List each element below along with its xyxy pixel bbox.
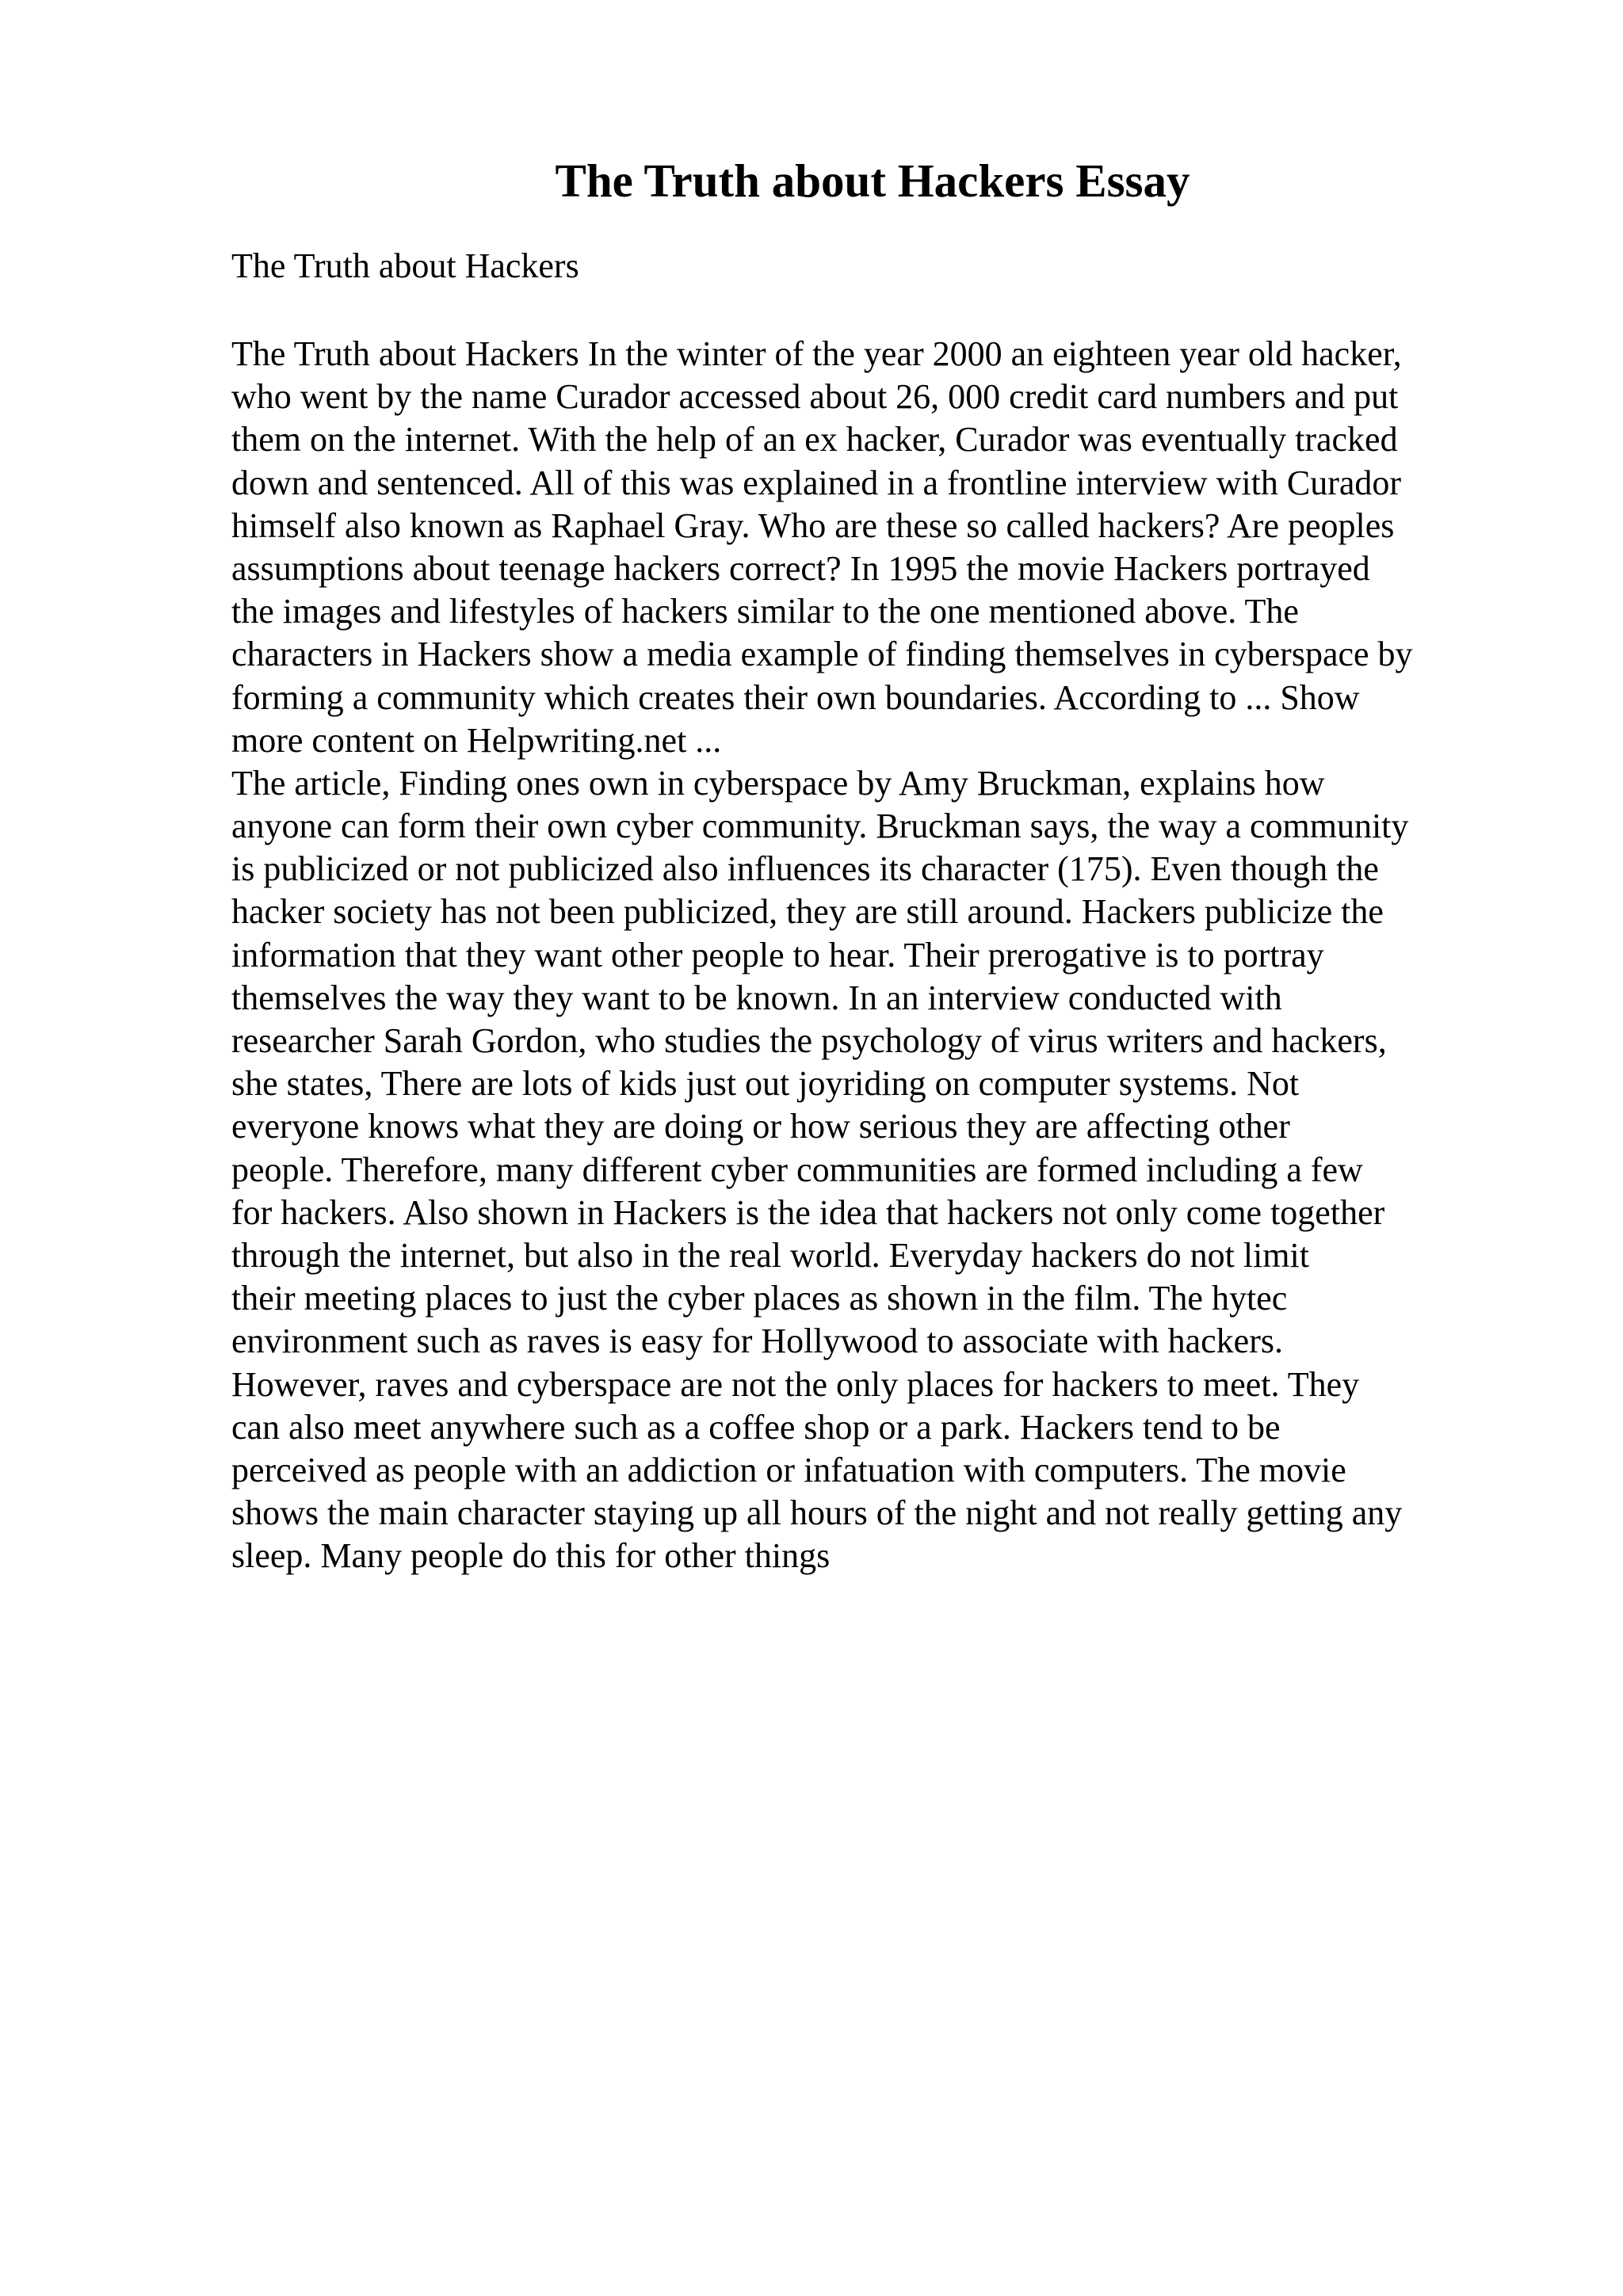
essay-line: shows the main character staying up all hours of the night and not really getting any (231, 1493, 1403, 1533)
essay-line: can also meet anywhere such as a coffee shop or a park. Hackers tend to be (231, 1407, 1281, 1447)
essay-line: himself also known as Raphael Gray. Who are these so called hackers? Are peoples (231, 505, 1395, 545)
essay-line: is publicized or not publicized also influences its character (175). Even though the (231, 849, 1379, 889)
essay-line: anyone can form their own cyber community. Bruckman says, the way a community (231, 807, 1409, 846)
essay-line: who went by the name Curador accessed about 26, 000 credit card numbers and put (231, 377, 1399, 417)
essay-line: down and sentenced. All of this was explained in a frontline interview with Curador (231, 463, 1402, 502)
essay-line: she states, There are lots of kids just out joyriding on computer systems. Not (231, 1064, 1300, 1104)
essay-line: However, raves and cyberspace are not the only places for hackers to meet. They (231, 1364, 1360, 1404)
essay-line: them on the internet. With the help of an ex hacker, Curador was eventually tracked (231, 420, 1398, 460)
document-subtitle: The Truth about Hackers (231, 246, 579, 285)
essay-line: sleep. Many people do this for other things (231, 1536, 831, 1576)
essay-line: perceived as people with an addiction or infatuation with computers. The movie (231, 1450, 1346, 1489)
essay-line: environment such as raves is easy for Hollywood to associate with hackers. (231, 1322, 1283, 1361)
essay-line: people. Therefore, many different cyber communities are formed including a few (231, 1150, 1363, 1189)
essay-line: the images and lifestyles of hackers similar to the one mentioned above. The (231, 592, 1299, 631)
essay-line: information that they want other people to hear. Their prerogative is to portray (231, 935, 1324, 974)
essay-line: The article, Finding ones own in cyberspace by Amy Bruckman, explains how (231, 763, 1325, 803)
essay-line: The Truth about Hackers In the winter of the year 2000 an eighteen year old hacker, (231, 334, 1402, 373)
essay-line: assumptions about teenage hackers correct? In 1995 the movie Hackers portrayed (231, 548, 1370, 588)
essay-line: everyone knows what they are doing or how serious they are affecting other (231, 1107, 1290, 1146)
essay-line: characters in Hackers show a media example of finding themselves in cyberspace by (231, 635, 1413, 674)
essay-line: themselves the way they want to be known. In an interview conducted with (231, 978, 1282, 1017)
essay-line: more content on Helpwriting.net ... (231, 720, 722, 760)
essay-line: hacker society has not been publicized, they are still around. Hackers publicize the (231, 892, 1384, 932)
essay-line: for hackers. Also shown in Hackers is the idea that hackers not only come together (231, 1192, 1385, 1232)
document-title: The Truth about Hackers Essay (555, 154, 1190, 207)
essay-body (231, 333, 1594, 1577)
essay-line: through the internet, but also in the real world. Everyday hackers do not limit (231, 1235, 1309, 1275)
essay-line: forming a community which creates their own boundaries. According to ... Show (231, 677, 1360, 717)
essay-line: their meeting places to just the cyber places as shown in the film. The hytec (231, 1279, 1288, 1318)
essay-line: researcher Sarah Gordon, who studies the psychology of virus writers and hackers, (231, 1021, 1387, 1060)
